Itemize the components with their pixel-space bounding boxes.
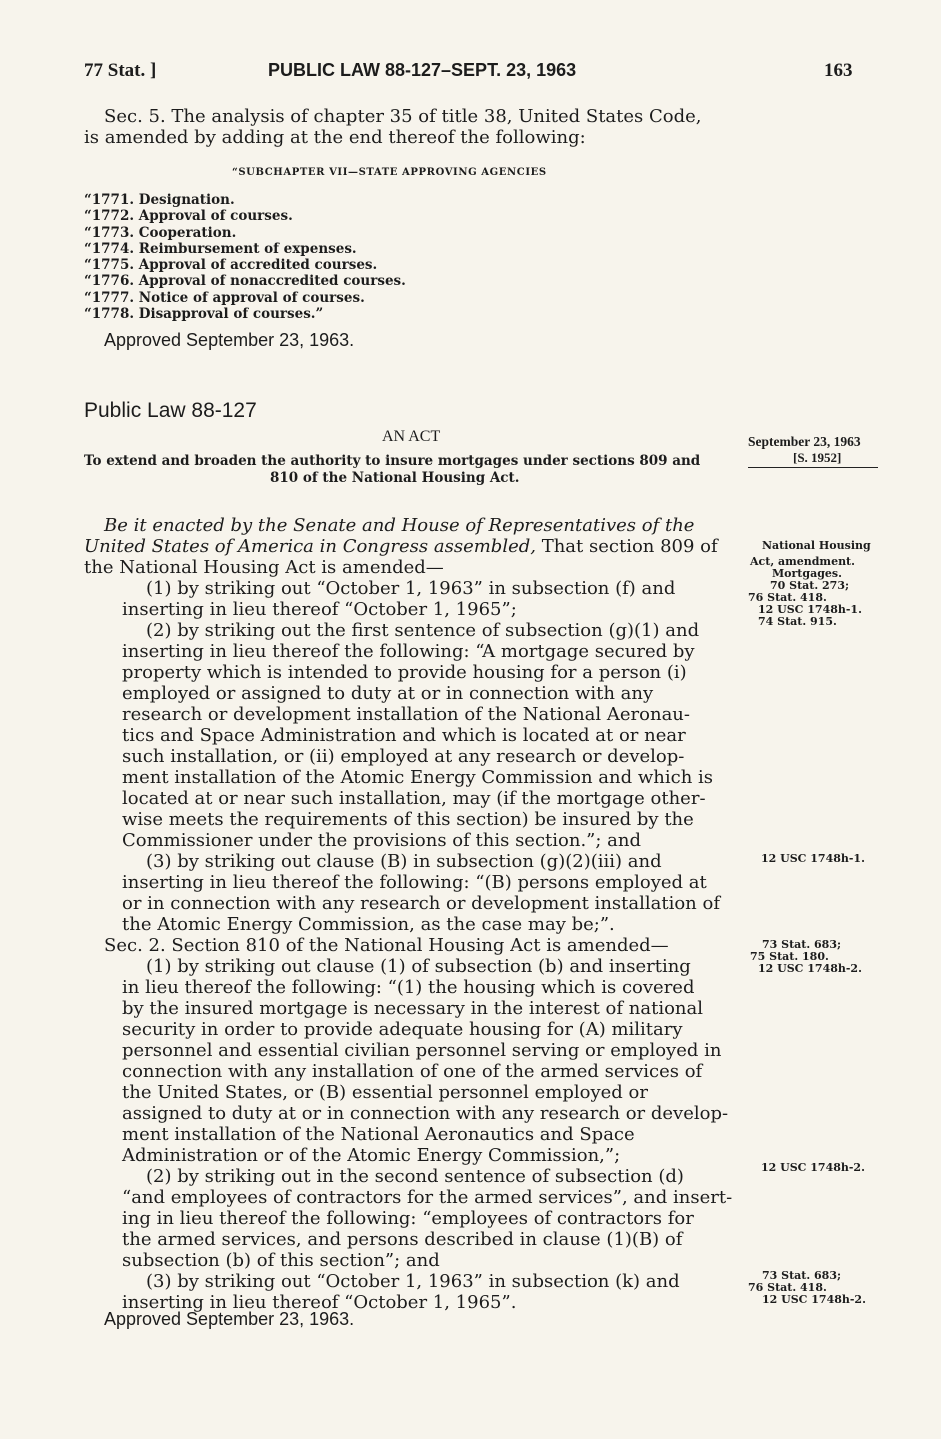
margin-note-line: 12 USC 1748h-1. — [758, 603, 862, 616]
public-law-title: Public Law 88-127 — [84, 399, 257, 422]
subchapter-heading: “SUBCHAPTER VII—STATE APPROVING AGENCIES — [232, 167, 547, 178]
margin-note-line: 75 Stat. 180. — [750, 950, 829, 963]
act-purpose-line-1: To extend and broaden the authority to insure mortgages under sections 809 and — [84, 453, 701, 469]
clause-line: security in order to provide adequate housing for (A) military — [122, 1019, 683, 1040]
clause-line: (2) by striking out in the second sentence of subsection (d) — [146, 1166, 684, 1187]
enacting-line-2-rest: That section 809 of — [535, 536, 718, 557]
margin-note-line: Mortgages. — [772, 567, 842, 580]
clause-line: inserting in lieu thereof “October 1, 1965”. — [122, 1292, 517, 1313]
clause-line: such installation, or (ii) employed at any research or develop- — [122, 746, 685, 767]
margin-note-sec2 — [750, 939, 862, 975]
enacting-line-1: Be it enacted by the Senate and House of Representatives of the — [104, 515, 695, 536]
margin-note-line: Act, amendment. — [750, 555, 855, 568]
enacting-line-2 — [84, 536, 718, 557]
margin-note-line: 12 USC 1748h-2. — [758, 962, 862, 975]
enactment-date-note: September 23, 1963 — [748, 434, 861, 449]
prior-approval-line: Approved September 23, 1963. — [104, 330, 355, 350]
subchapter-item: “1778. Disapproval of courses.” — [84, 306, 324, 323]
enacting-line-2-italic: United States of America in Congress assembled, — [84, 536, 536, 557]
subchapter-item: “1774. Reimbursement of expenses. — [84, 240, 357, 257]
margin-rule — [748, 467, 878, 468]
page-number: 163 — [824, 60, 853, 81]
margin-note-line: 76 Stat. 418. — [748, 591, 827, 604]
clause-line: property which is intended to provide housing for a person (i) — [122, 662, 687, 683]
act-label: AN ACT — [382, 428, 441, 445]
clause-line: (1) by striking out clause (1) of subsection (b) and inserting — [146, 956, 691, 977]
subchapter-item: “1775. Approval of accredited courses. — [84, 257, 378, 274]
clause-line: ing in lieu thereof the following: “employees of contractors for — [122, 1208, 694, 1229]
clause-line: subsection (b) of this section”; and — [122, 1250, 440, 1271]
clause-line: ment installation of the National Aeronautics and Space — [122, 1124, 635, 1145]
clause-line: located at or near such installation, may (if the mortgage other- — [122, 788, 706, 809]
margin-note-line: National Housing — [762, 539, 871, 552]
clause-line: (2) by striking out the first sentence of subsection (g)(1) and — [146, 620, 700, 641]
margin-note-line: 73 Stat. 683; — [762, 938, 842, 951]
margin-note-housing-act — [748, 539, 871, 628]
clause-line: by the insured mortgage is necessary in the interest of national — [122, 998, 703, 1019]
prior-section-line-1: Sec. 5. The analysis of chapter 35 of title 38, United States Code, — [104, 106, 702, 127]
clause-line: inserting in lieu thereof “October 1, 1965”; — [122, 599, 517, 620]
prior-section-line-2: is amended by adding at the end thereof the following: — [84, 127, 586, 148]
clause-line: “and employees of contractors for the armed services”, and insert- — [122, 1187, 733, 1208]
sec1-clauses — [122, 578, 720, 935]
clause-line: assigned to duty at or in connection with any research or develop- — [122, 1103, 729, 1124]
margin-note-final — [748, 1270, 866, 1306]
clause-line: Commissioner under the provisions of this section.”; and — [122, 830, 642, 851]
sec2-heading-line: Sec. 2. Section 810 of the National Housing Act is amended— — [104, 935, 669, 956]
clause-line: inserting in lieu thereof the following: “(B) persons employed at — [122, 872, 707, 893]
clause-line: connection with any installation of one of the armed services of — [122, 1061, 703, 1082]
clause-line: the Atomic Energy Commission, as the case may be;”. — [122, 914, 615, 935]
enacting-line-3: the National Housing Act is amended— — [84, 557, 444, 578]
subchapter-item: “1772. Approval of courses. — [84, 208, 293, 225]
margin-note-line: 76 Stat. 418. — [748, 1281, 827, 1294]
clause-line: or in connection with any research or development installation of — [122, 893, 720, 914]
subchapter-item: “1771. Designation. — [84, 192, 235, 208]
clause-line: (3) by striking out “October 1, 1963” in subsection (k) and — [146, 1271, 680, 1292]
header-title: PUBLIC LAW 88-127–SEPT. 23, 1963 — [268, 60, 577, 80]
clause-line: the armed services, and persons described in clause (1)(B) of — [122, 1229, 683, 1250]
clause-line: tics and Space Administration and which is located at or near — [122, 725, 686, 746]
subchapter-item: “1773. Cooperation. — [84, 224, 237, 241]
subchapter-item-list — [84, 192, 406, 322]
subchapter-item: “1777. Notice of approval of courses. — [84, 289, 365, 306]
bill-number-note: [S. 1952] — [793, 450, 842, 465]
clause-line: (3) by striking out clause (B) in subsection (g)(2)(iii) and — [146, 851, 662, 872]
clause-line: (1) by striking out “October 1, 1963” in subsection (f) and — [146, 578, 676, 599]
margin-note-line: 74 Stat. 915. — [758, 615, 837, 628]
clause-line: wise meets the requirements of this section) be insured by the — [122, 809, 694, 830]
margin-note-line: 70 Stat. 273; — [770, 579, 850, 592]
clause-line: the United States, or (B) essential personnel employed or — [122, 1082, 648, 1103]
margin-note-usc-1748h-2: 12 USC 1748h-2. — [761, 1161, 865, 1174]
clause-line: personnel and essential civilian personnel serving or employed in — [122, 1040, 722, 1061]
margin-note-line: 12 USC 1748h-2. — [762, 1293, 866, 1306]
act-purpose-line-2: 810 of the National Housing Act. — [270, 470, 520, 486]
sec2-clauses — [122, 956, 732, 1313]
clause-line: Administration or of the Atomic Energy Commission,”; — [122, 1145, 621, 1166]
subchapter-item: “1776. Approval of nonaccredited courses. — [84, 273, 406, 290]
closing-approval-line: Approved September 23, 1963. — [104, 1309, 355, 1329]
clause-line: research or development installation of the National Aeronau- — [122, 704, 690, 725]
clause-line: ment installation of the Atomic Energy Commission and which is — [122, 767, 714, 788]
header-stat-reference: 77 Stat. ] — [84, 60, 157, 81]
clause-line: inserting in lieu thereof the following: “A mortgage secured by — [122, 641, 695, 662]
margin-note-line: 73 Stat. 683; — [762, 1269, 842, 1282]
clause-line: employed or assigned to duty at or in connection with any — [122, 683, 654, 704]
margin-note-usc-1748h-1: 12 USC 1748h-1. — [761, 852, 865, 865]
clause-line: in lieu thereof the following: “(1) the housing which is covered — [122, 977, 695, 998]
